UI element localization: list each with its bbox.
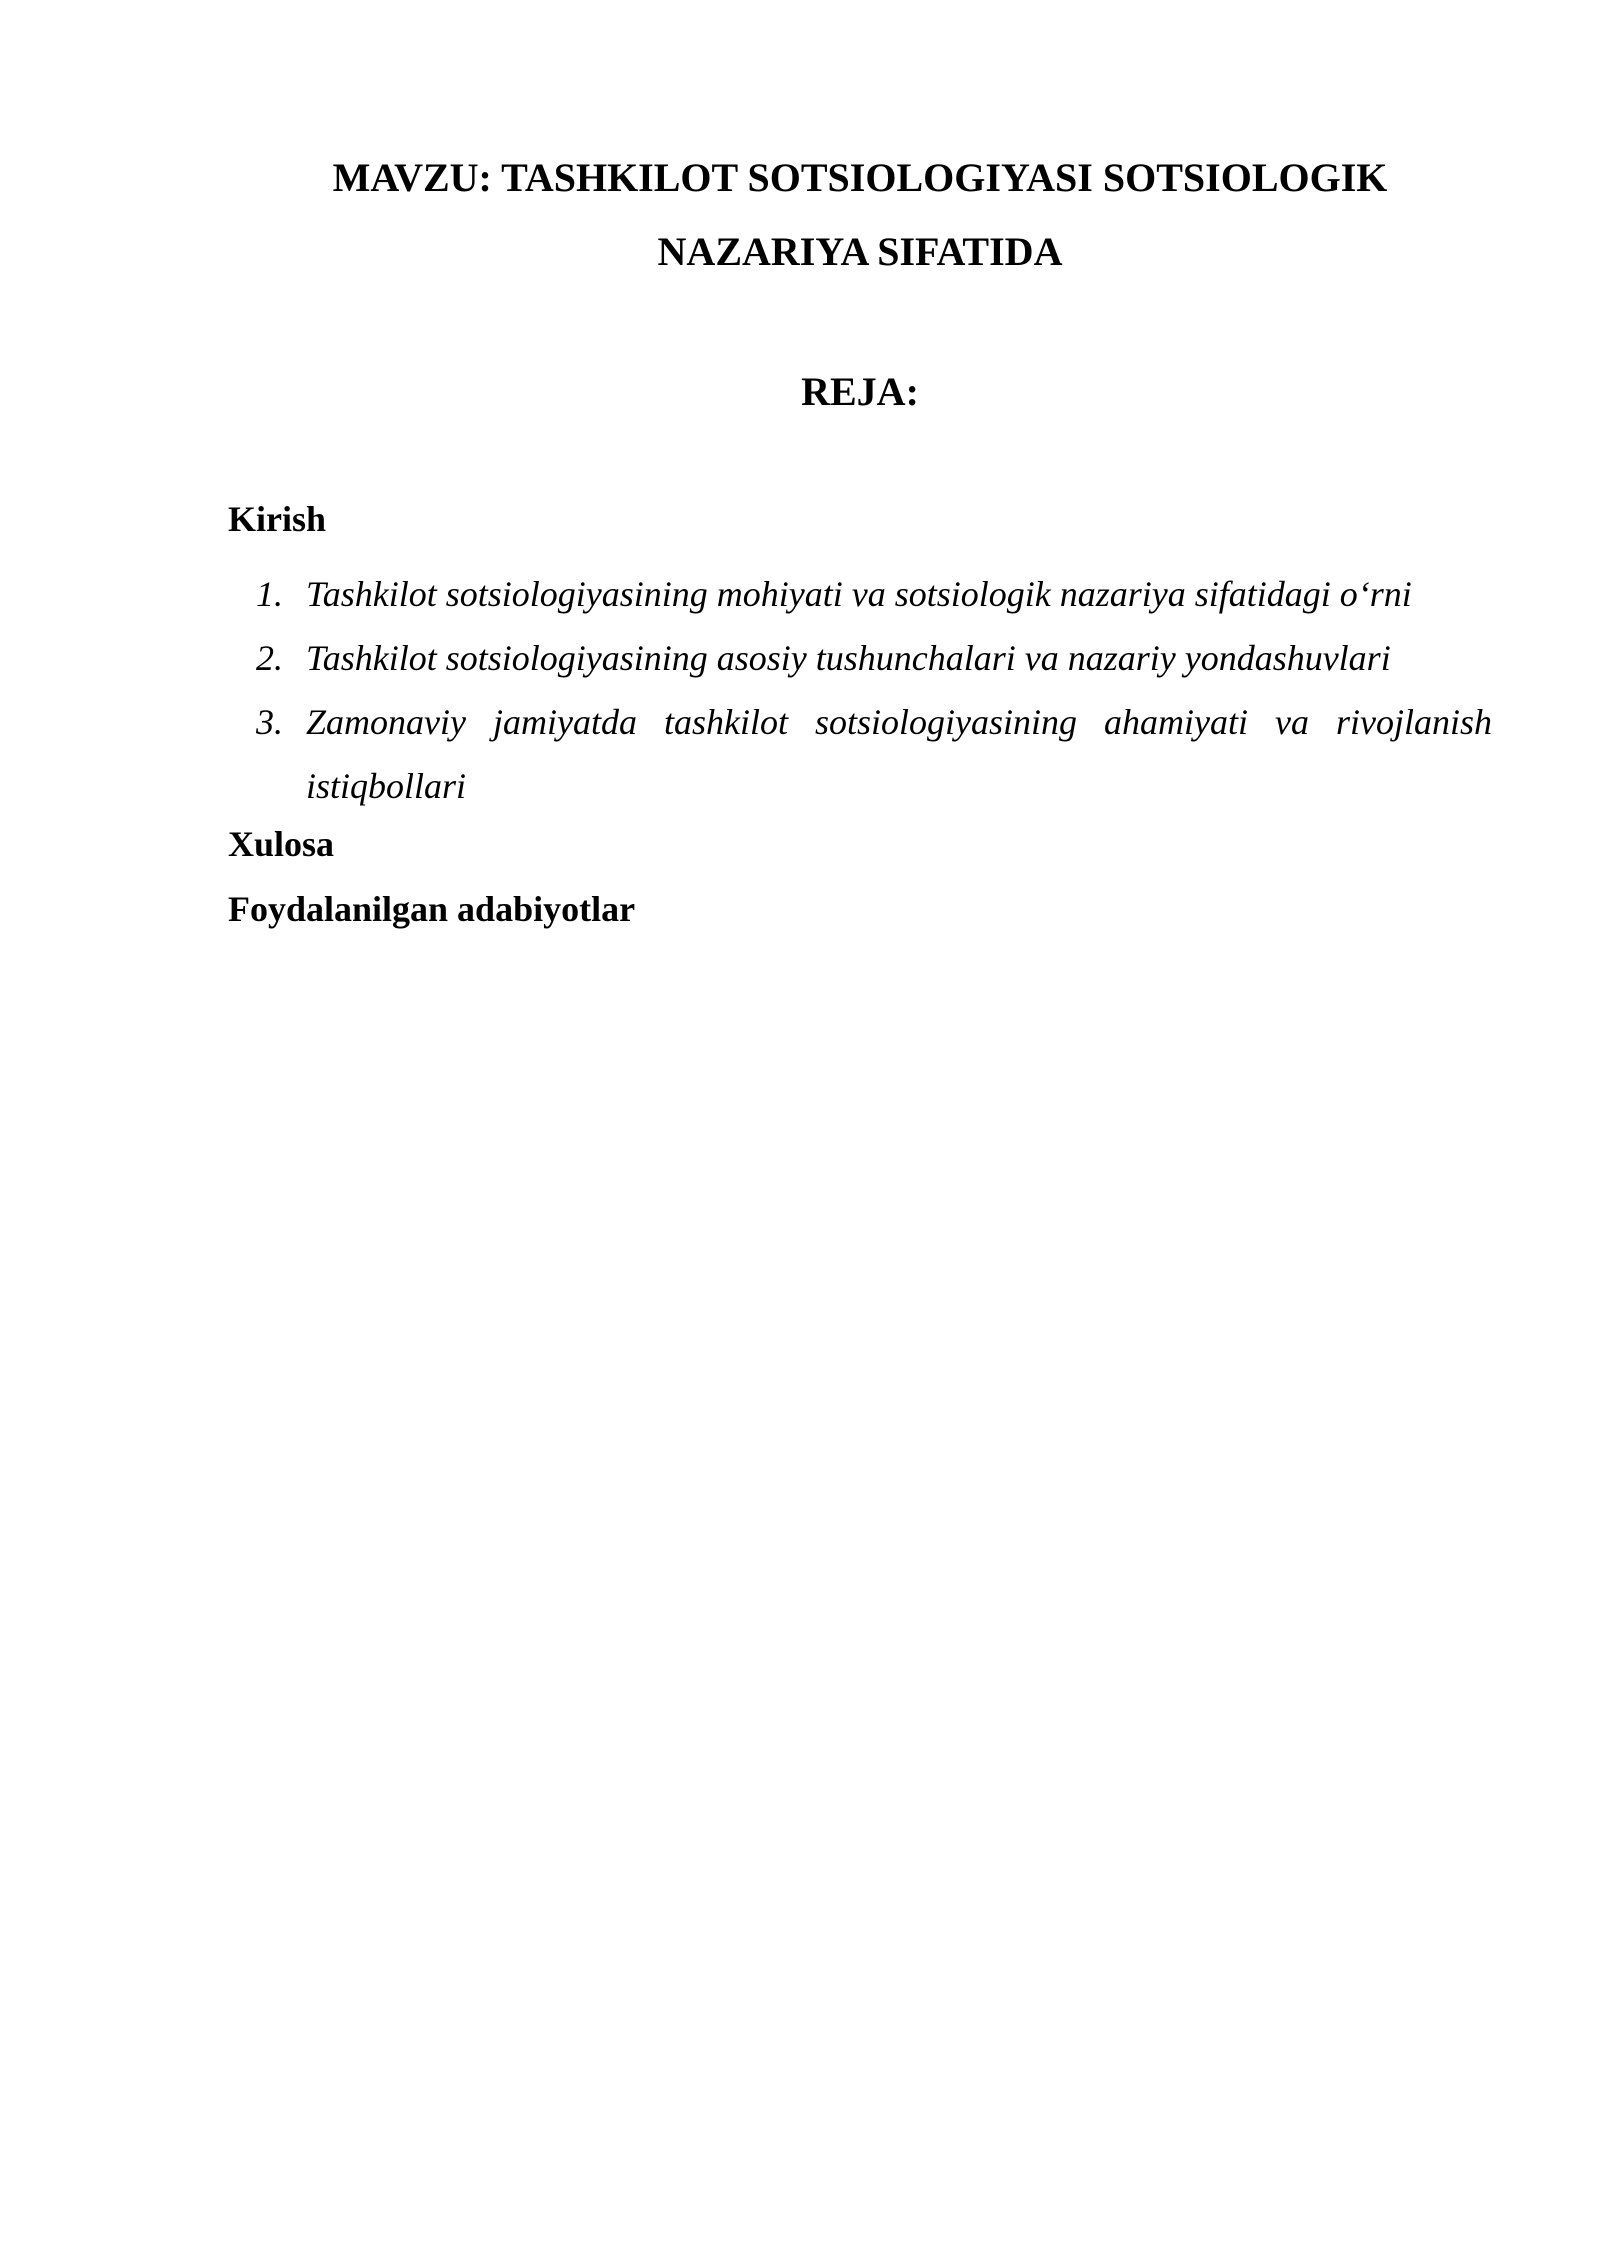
intro-heading: Kirish [228,499,327,539]
plan-item-number: 1. [256,574,283,614]
conclusion-heading: Xulosa [228,824,335,864]
plan-item-text: Tashkilot sotsiologiyasining asosiy tushunchalari va nazariy yondashuvlari [306,638,1391,678]
plan-heading: REJA: [801,369,919,414]
document-title-line-2: NAZARIYA SIFATIDA [657,229,1063,274]
plan-item-text: Zamonaviy jamiyatda tashkilot sotsiologiyasining ahamiyati va rivojlanish istiqbollari [306,702,1492,806]
plan-list [228,562,1492,818]
plan-item [228,562,1492,626]
plan-item [228,690,1492,818]
plan-item-number: 2. [256,638,283,678]
plan-item [228,626,1492,690]
document-title-line-1: MAVZU: TASHKILOT SOTSIOLOGIYASI SOTSIOLOGIK [332,155,1388,200]
plan-item-number: 3. [256,702,283,742]
references-heading: Foydalanilgan adabiyotlar [228,889,636,929]
plan-item-text: Tashkilot sotsiologiyasining mohiyati va sotsiologik nazariya sifatidagi o‘rni [306,574,1412,614]
